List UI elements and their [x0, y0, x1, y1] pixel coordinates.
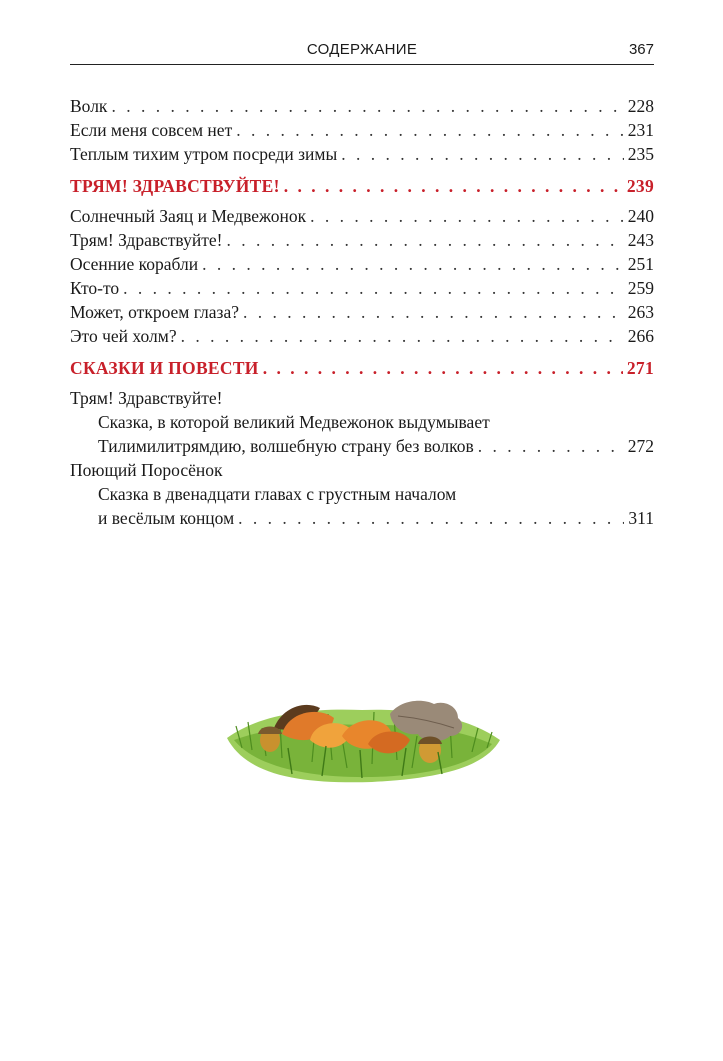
story-subtitle-row — [70, 434, 654, 458]
dot-leader — [238, 506, 624, 530]
story-subtitle-line: Тилимилитрямдию, волшебную страну без волков — [98, 436, 474, 456]
toc-entry-page: 272 — [627, 436, 654, 456]
toc-entry[interactable] — [70, 252, 654, 276]
story-title: Поющий Поросёнок — [70, 460, 223, 480]
toc-entry[interactable] — [70, 118, 654, 142]
toc-entry-page: 311 — [628, 508, 654, 528]
toc-entry-title: Трям! Здравствуйте! — [70, 230, 223, 250]
story-subtitle-line: Сказка в двенадцати главах с грустным началом — [98, 484, 457, 504]
page-header — [70, 38, 654, 65]
section-page: 239 — [626, 176, 654, 196]
toc-entry-page: 228 — [627, 96, 654, 116]
toc-entry[interactable] — [70, 228, 654, 252]
toc-entry-title: Солнечный Заяц и Медвежонок — [70, 206, 307, 226]
toc-story-entry[interactable] — [70, 386, 654, 458]
toc-entry-page: 240 — [627, 206, 654, 226]
toc-entry-page: 266 — [627, 326, 654, 346]
dot-leader — [111, 94, 623, 118]
toc-entry-page: 231 — [627, 120, 654, 140]
toc-section-heading[interactable] — [70, 174, 654, 198]
toc-entry-title: Это чей холм? — [70, 326, 177, 346]
dot-leader — [263, 356, 623, 380]
dot-leader — [202, 252, 624, 276]
section-title: СКАЗКИ И ПОВЕСТИ — [70, 358, 259, 378]
story-subtitle-line: Сказка, в которой великий Медвежонок выдумывает — [98, 412, 490, 432]
toc-entry[interactable] — [70, 204, 654, 228]
page-number: 367 — [628, 41, 654, 58]
section-page: 271 — [626, 358, 654, 378]
toc-section-heading[interactable] — [70, 356, 654, 380]
toc-entry-title: Кто-то — [70, 278, 120, 298]
dot-leader — [284, 174, 623, 198]
toc-entry-page: 235 — [627, 144, 654, 164]
dot-leader — [123, 276, 624, 300]
dot-leader — [181, 324, 624, 348]
toc-entry[interactable] — [70, 94, 654, 118]
toc-entry-title: Если меня совсем нет — [70, 120, 233, 140]
dot-leader — [243, 300, 624, 324]
header-title: СОДЕРЖАНИЕ — [306, 41, 418, 58]
toc-entry-title: Волк — [70, 96, 108, 116]
toc-entry-page: 259 — [627, 278, 654, 298]
toc-entry-page: 263 — [627, 302, 654, 322]
dot-leader — [226, 228, 623, 252]
autumn-leaves-acorns-illustration — [222, 678, 504, 790]
story-subtitle-row — [70, 506, 654, 530]
toc-entry-page: 243 — [627, 230, 654, 250]
toc-story-entry[interactable] — [70, 458, 654, 530]
dot-leader — [478, 434, 624, 458]
dot-leader — [310, 204, 624, 228]
toc-entry-title: Может, откроем глаза? — [70, 302, 239, 322]
dot-leader — [341, 142, 623, 166]
toc-entry[interactable] — [70, 142, 654, 166]
dot-leader — [236, 118, 624, 142]
toc-entry[interactable] — [70, 324, 654, 348]
table-of-contents — [70, 94, 654, 530]
toc-entry-page: 251 — [627, 254, 654, 274]
toc-entry-title: Теплым тихим утром посреди зимы — [70, 144, 338, 164]
toc-entry[interactable] — [70, 276, 654, 300]
toc-entry[interactable] — [70, 300, 654, 324]
story-title: Трям! Здравствуйте! — [70, 388, 223, 408]
section-title: ТРЯМ! ЗДРАВСТВУЙТЕ! — [70, 176, 280, 196]
story-subtitle-line: и весёлым концом — [98, 508, 235, 528]
toc-entry-title: Осенние корабли — [70, 254, 199, 274]
